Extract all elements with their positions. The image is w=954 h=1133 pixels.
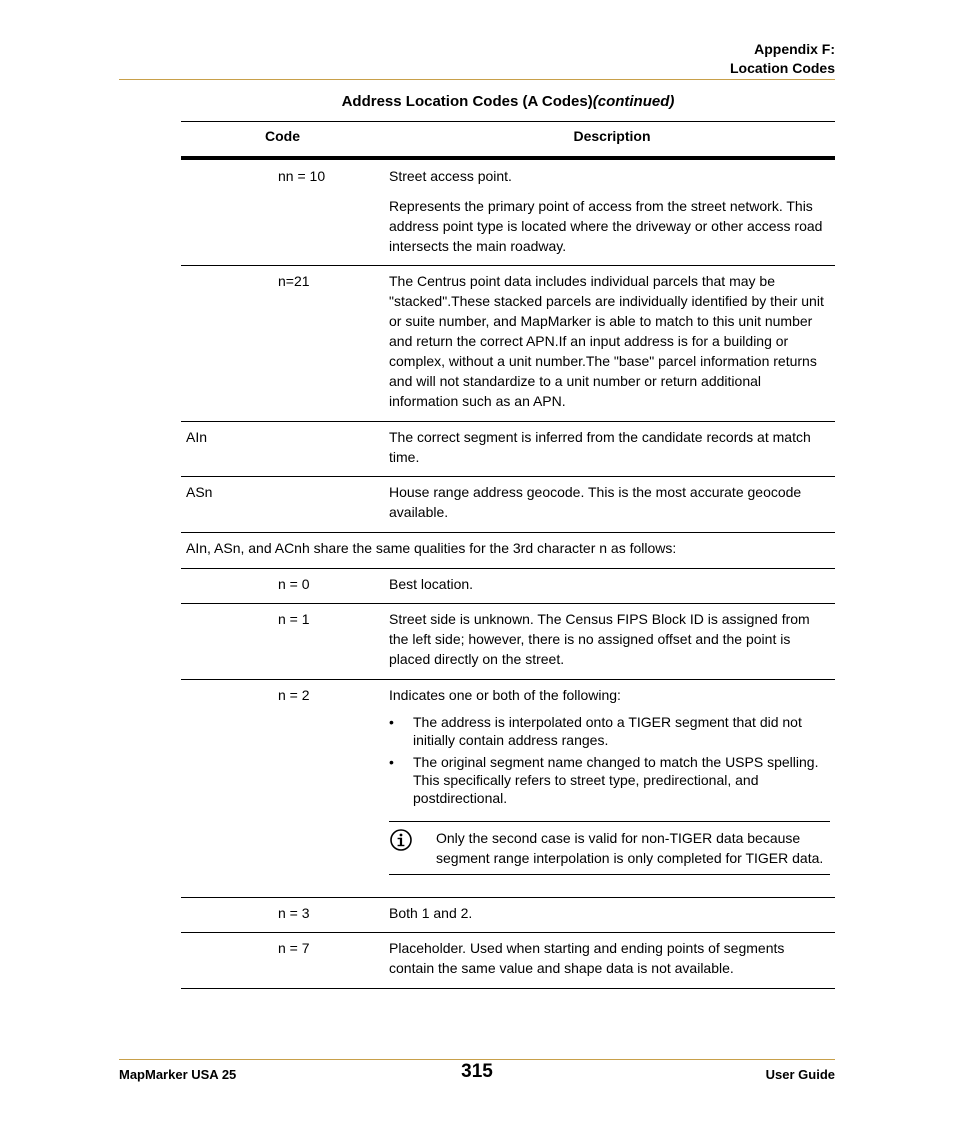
table-row xyxy=(181,569,835,604)
table-row xyxy=(181,898,835,933)
description-text: Best location. xyxy=(389,576,474,592)
table-header xyxy=(181,121,835,160)
code-cell: AIn xyxy=(186,429,208,445)
header-section: Location Codes xyxy=(729,60,835,76)
code-cell: n=21 xyxy=(278,273,310,289)
description-text: Placeholder. Used when starting and ending points of segments contain the same value and shape data is not available. xyxy=(389,940,785,976)
description-text: Represents the primary point of access from the street network. This address point type is located where the driveway or other access road intersects the main roadway. xyxy=(389,198,823,254)
bullet-list xyxy=(389,713,830,807)
description-cell xyxy=(389,903,835,923)
page-number: 315 xyxy=(461,1061,493,1082)
table-row xyxy=(181,933,835,989)
description-text: Street side is unknown. The Census FIPS Block ID is assigned from the left side; however, there is no assigned offset and the point is placed directly on the street. xyxy=(389,611,810,667)
table-row xyxy=(181,160,835,266)
header-appendix: Appendix F: xyxy=(754,41,835,57)
description-cell xyxy=(389,685,836,875)
description-text: Street access point. xyxy=(389,168,512,184)
description-text: Indicates one or both of the following: xyxy=(389,687,621,703)
description-cell xyxy=(389,427,835,467)
code-cell: ASn xyxy=(186,484,213,500)
table-caption xyxy=(181,93,835,110)
table-row xyxy=(181,604,835,680)
info-icon xyxy=(389,828,436,868)
table-row xyxy=(181,680,835,898)
footer-product: MapMarker USA 25 xyxy=(119,1067,237,1082)
description-cell xyxy=(389,938,835,978)
table-row xyxy=(181,422,835,477)
list-item: • The original segment name changed to match the USPS spelling. This specifically refers to street type, predirectional, and postdirectional. xyxy=(389,753,830,807)
code-cell: n = 7 xyxy=(278,940,310,956)
table-row xyxy=(181,266,835,422)
description-cell xyxy=(389,574,835,594)
note-text: Only the second case is valid for non-TIGER data because segment range interpolation is only completed for TIGER data. xyxy=(436,830,824,866)
description-cell xyxy=(389,482,835,522)
code-cell: nn = 10 xyxy=(278,168,326,184)
column-header-code: Code xyxy=(265,128,300,144)
footer-rule xyxy=(119,1059,835,1060)
code-cell: n = 1 xyxy=(278,611,310,627)
table-row-full-width: AIn, ASn, and ACnh share the same qualities for the 3rd character n as follows: xyxy=(181,533,835,569)
code-cell: n = 0 xyxy=(278,576,310,592)
description-cell xyxy=(389,271,835,411)
table-row xyxy=(181,477,835,533)
caption-main: Address Location Codes (A Codes) xyxy=(341,93,593,110)
description-text: House range address geocode. This is the most accurate geocode available. xyxy=(389,484,802,520)
code-cell: n = 3 xyxy=(278,905,310,921)
description-text: The Centrus point data includes individual parcels that may be "stacked".These stacked parcels are individually identified by their unit or suite number, and MapMarker is able to match to this unit number and return the correct APN.If an input address is for a building or complex, without a unit number.The "base" parcel information returns and will not standardize to a unit number or return additional information such as an APN. xyxy=(389,273,824,409)
note-box xyxy=(389,821,830,875)
description-cell xyxy=(389,609,835,669)
description-text: Both 1 and 2. xyxy=(389,905,473,921)
footer-doc-title: User Guide xyxy=(765,1067,835,1082)
description-cell xyxy=(389,166,835,256)
caption-suffix: (continued) xyxy=(592,93,675,110)
code-cell: n = 2 xyxy=(278,687,310,703)
location-codes-table xyxy=(181,121,835,989)
column-header-description: Description xyxy=(573,128,651,144)
header-rule xyxy=(119,79,835,80)
description-text: The correct segment is inferred from the candidate records at match time. xyxy=(389,429,811,465)
running-header xyxy=(730,40,835,78)
list-item: • The address is interpolated onto a TIGER segment that did not initially contain address ranges. xyxy=(389,713,830,749)
